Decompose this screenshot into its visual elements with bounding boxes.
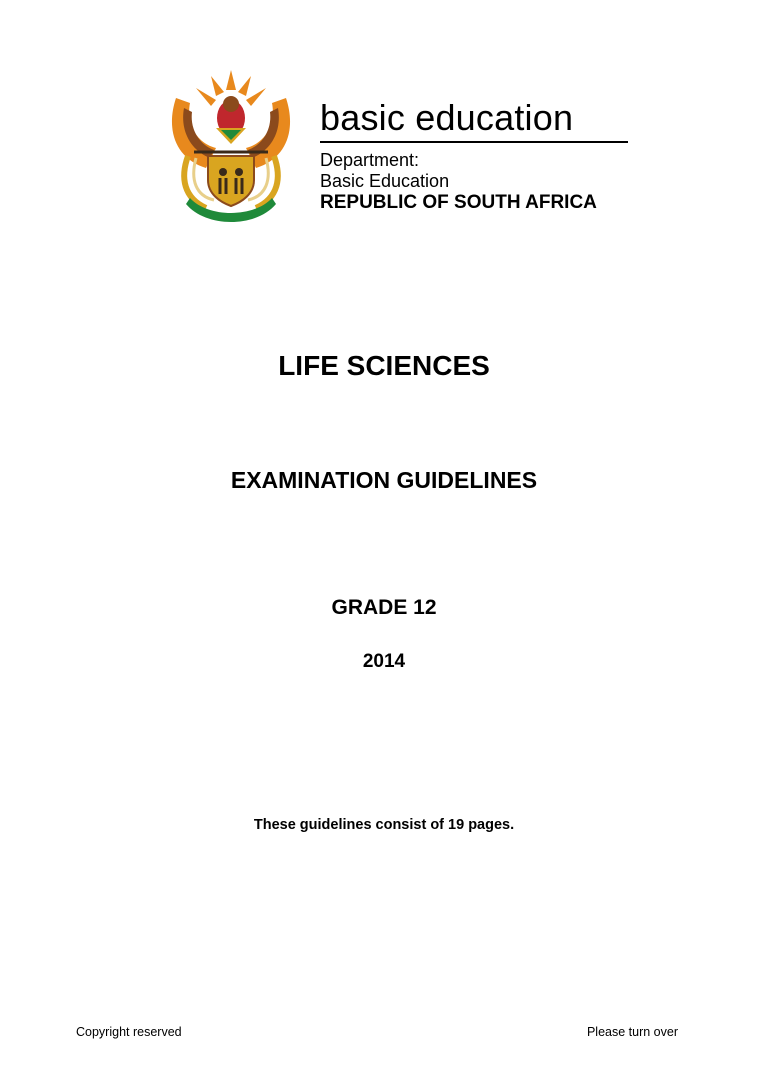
subject-title: LIFE SCIENCES <box>278 350 490 381</box>
page-count-note: These guidelines consist of 19 pages. <box>253 817 515 833</box>
brand-name: basic education <box>320 97 574 138</box>
country-name: REPUBLIC OF SOUTH AFRICA <box>320 192 597 213</box>
department-name: Basic Education <box>320 171 450 191</box>
footer-turn-over: Please turn over <box>586 1025 678 1039</box>
document-title: EXAMINATION GUIDELINES <box>230 467 538 493</box>
footer-copyright: Copyright reserved <box>76 1025 182 1039</box>
department-label: Department: <box>320 150 420 170</box>
department-header <box>0 0 768 240</box>
coat-of-arms-icon <box>166 68 296 230</box>
grade-label: GRADE 12 <box>331 596 437 619</box>
brand-divider <box>320 141 628 143</box>
year-label: 2014 <box>362 651 406 672</box>
